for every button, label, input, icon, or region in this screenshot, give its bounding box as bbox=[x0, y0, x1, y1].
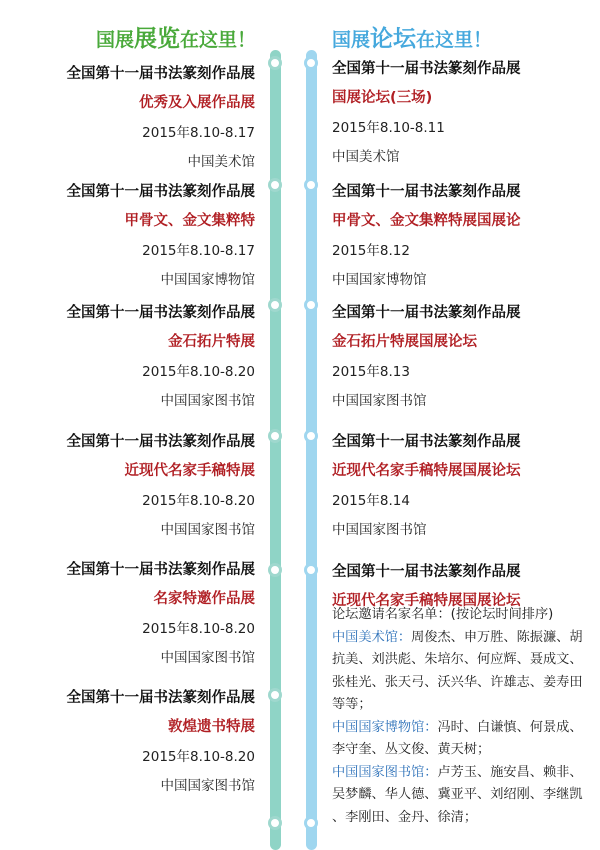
guest-names: 冯时、白谦慎、何景成、 bbox=[437, 719, 583, 735]
guest-org: 中国国家博物馆： bbox=[332, 719, 438, 735]
forum-title: 全国第十一届书法篆刻作品展 bbox=[332, 305, 521, 321]
forum-item bbox=[332, 301, 521, 409]
guest-line bbox=[332, 694, 600, 717]
exhibition-timeline bbox=[270, 50, 281, 850]
guest-names: 抗美、刘洪彪、朱培尔、何应辉、聂成文、 bbox=[332, 652, 583, 667]
forum-timeline bbox=[306, 50, 317, 850]
exhibition-header bbox=[96, 20, 256, 53]
timeline-node bbox=[268, 816, 282, 830]
header-big: 论坛 bbox=[370, 26, 417, 52]
exhibition-date: 2015年8.10-8.20 bbox=[142, 621, 255, 637]
guest-line bbox=[332, 672, 600, 695]
guest-line bbox=[332, 784, 600, 807]
exhibition-title: 全国第十一届书法篆刻作品展 bbox=[66, 690, 255, 706]
forum-title: 全国第十一届书法篆刻作品展 bbox=[332, 184, 521, 200]
exhibition-date: 2015年8.10-8.20 bbox=[142, 364, 255, 380]
exhibition-item bbox=[67, 430, 256, 538]
forum-subtitle: 国展论坛(三场) bbox=[332, 90, 433, 106]
exhibition-subtitle: 名家特邀作品展 bbox=[153, 591, 255, 607]
header-post: 在这里！ bbox=[416, 29, 493, 51]
guest-names: 周俊杰、申万胜、陈振濂、胡 bbox=[411, 629, 583, 645]
header-big: 展览 bbox=[134, 26, 181, 52]
exhibition-date: 2015年8.10-8.17 bbox=[142, 125, 255, 141]
exhibition-title: 全国第十一届书法篆刻作品展 bbox=[66, 562, 255, 578]
header-pre: 国展 bbox=[332, 29, 371, 51]
guest-list bbox=[332, 604, 600, 829]
guest-names: 张桂光、张天弓、沃兴华、许雄志、姜寿田 bbox=[332, 674, 583, 690]
exhibition-date: 2015年8.10-8.20 bbox=[142, 749, 255, 765]
guest-list-intro: 论坛邀请名家名单：(按论坛时间排序) bbox=[332, 607, 554, 622]
exhibition-item bbox=[67, 686, 256, 794]
guest-names: 、李刚田、金丹、徐清； bbox=[332, 809, 478, 825]
exhibition-venue: 中国国家图书馆 bbox=[160, 650, 255, 666]
forum-header bbox=[332, 20, 492, 53]
forum-item bbox=[332, 560, 521, 610]
timeline-node bbox=[268, 429, 282, 443]
header-post: 在这里！ bbox=[180, 29, 257, 51]
forum-venue: 中国美术馆 bbox=[332, 149, 400, 165]
timeline-node bbox=[268, 688, 282, 702]
forum-subtitle: 金石拓片特展国展论坛 bbox=[332, 334, 477, 350]
timeline-node bbox=[304, 56, 318, 70]
forum-date: 2015年8.13 bbox=[332, 364, 410, 380]
exhibition-item bbox=[67, 558, 256, 666]
guest-names: 吴梦麟、华人德、冀亚平、刘绍刚、李继凯 bbox=[332, 787, 583, 802]
forum-item bbox=[332, 57, 521, 165]
timeline-node bbox=[304, 563, 318, 577]
exhibition-subtitle: 优秀及入展作品展 bbox=[139, 95, 255, 111]
exhibition-title: 全国第十一届书法篆刻作品展 bbox=[66, 66, 255, 82]
forum-subtitle: 甲骨文、金文集粹特展国展论 bbox=[332, 213, 521, 229]
guest-line bbox=[332, 762, 600, 785]
guest-line bbox=[332, 717, 600, 740]
exhibition-venue: 中国国家图书馆 bbox=[160, 522, 255, 538]
timeline-node bbox=[268, 56, 282, 70]
guest-names: 卢芳玉、施安昌、赖非、 bbox=[437, 764, 583, 780]
forum-venue: 中国国家图书馆 bbox=[332, 522, 427, 538]
exhibition-subtitle: 甲骨文、金文集粹特 bbox=[124, 213, 255, 229]
exhibition-title: 全国第十一届书法篆刻作品展 bbox=[66, 305, 255, 321]
timeline-node bbox=[268, 298, 282, 312]
exhibition-venue: 中国国家博物馆 bbox=[160, 272, 255, 288]
timeline-node bbox=[304, 429, 318, 443]
exhibition-item bbox=[67, 180, 256, 288]
exhibition-item bbox=[67, 62, 256, 170]
guest-line bbox=[332, 649, 600, 672]
guest-org: 中国美术馆： bbox=[332, 629, 412, 645]
header-pre: 国展 bbox=[96, 29, 135, 51]
exhibition-subtitle: 近现代名家手稿特展 bbox=[124, 463, 255, 479]
forum-subtitle: 近现代名家手稿特展国展论坛 bbox=[332, 593, 521, 609]
forum-title: 全国第十一届书法篆刻作品展 bbox=[332, 434, 521, 450]
timeline-node bbox=[268, 178, 282, 192]
forum-title: 全国第十一届书法篆刻作品展 bbox=[332, 61, 521, 77]
forum-date: 2015年8.10-8.11 bbox=[332, 120, 445, 136]
guest-line bbox=[332, 807, 600, 830]
exhibition-title: 全国第十一届书法篆刻作品展 bbox=[66, 184, 255, 200]
exhibition-venue: 中国美术馆 bbox=[187, 154, 255, 170]
timeline-node bbox=[268, 563, 282, 577]
exhibition-date: 2015年8.10-8.20 bbox=[142, 493, 255, 509]
guest-names: 李守奎、丛文俊、黄天树； bbox=[332, 742, 491, 757]
exhibition-venue: 中国国家图书馆 bbox=[160, 393, 255, 409]
guest-names: 等等； bbox=[332, 697, 372, 712]
forum-venue: 中国国家博物馆 bbox=[332, 272, 427, 288]
forum-date: 2015年8.12 bbox=[332, 243, 410, 259]
forum-date: 2015年8.14 bbox=[332, 493, 410, 509]
guest-line bbox=[332, 739, 600, 762]
forum-item bbox=[332, 180, 521, 288]
exhibition-item bbox=[67, 301, 256, 409]
forum-item bbox=[332, 430, 521, 538]
exhibition-date: 2015年8.10-8.17 bbox=[142, 243, 255, 259]
timeline-node bbox=[304, 298, 318, 312]
timeline-node bbox=[304, 816, 318, 830]
forum-subtitle: 近现代名家手稿特展国展论坛 bbox=[332, 463, 521, 479]
forum-title: 全国第十一届书法篆刻作品展 bbox=[332, 564, 521, 580]
forum-venue: 中国国家图书馆 bbox=[332, 393, 427, 409]
exhibition-title: 全国第十一届书法篆刻作品展 bbox=[66, 434, 255, 450]
exhibition-subtitle: 金石拓片特展 bbox=[168, 334, 255, 350]
exhibition-subtitle: 敦煌遗书特展 bbox=[168, 719, 255, 735]
guest-org: 中国国家图书馆： bbox=[332, 764, 438, 780]
timeline-node bbox=[304, 178, 318, 192]
guest-line bbox=[332, 627, 600, 650]
exhibition-venue: 中国国家图书馆 bbox=[160, 778, 255, 794]
